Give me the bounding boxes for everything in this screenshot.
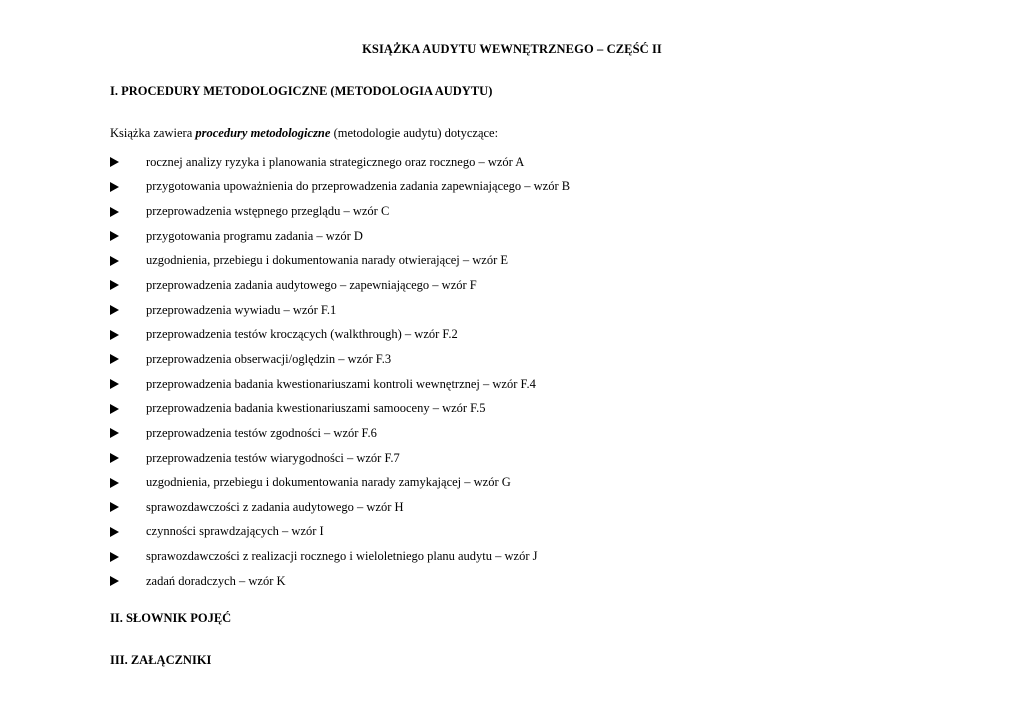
right-triangle-bullet-icon	[110, 453, 146, 464]
procedure-item-text: rocznej analizy ryzyka i planowania strategicznego oraz rocznego – wzór A	[146, 154, 525, 169]
procedure-item-text: przeprowadzenia testów wiarygodności – wzór F.7	[146, 450, 400, 465]
procedure-list-item	[110, 544, 570, 569]
section-heading-attachments: III. ZAŁĄCZNIKI	[110, 653, 212, 667]
intro-paragraph	[110, 126, 498, 141]
procedure-list-item	[110, 569, 570, 594]
procedure-list-item	[110, 446, 570, 471]
right-triangle-bullet-icon	[110, 157, 146, 168]
procedure-list-item	[110, 396, 570, 421]
procedure-item-text: przeprowadzenia wstępnego przeglądu – wzór C	[146, 204, 390, 219]
procedure-item-text: przeprowadzenia testów kroczących (walkthrough) – wzór F.2	[146, 327, 458, 342]
right-triangle-bullet-icon	[110, 280, 146, 291]
intro-text-end: (metodologie audytu) dotyczące:	[330, 126, 499, 140]
procedure-list-item	[110, 199, 570, 224]
procedure-list-item	[110, 520, 570, 545]
right-triangle-bullet-icon	[110, 428, 146, 439]
intro-text-start: Książka zawiera	[110, 126, 196, 140]
procedure-item-text: przygotowania programu zadania – wzór D	[146, 228, 363, 243]
section-heading-glossary: II. SŁOWNIK POJĘĆ	[110, 611, 232, 625]
procedure-list-item	[110, 495, 570, 520]
right-triangle-bullet-icon	[110, 576, 146, 587]
procedure-item-text: przeprowadzenia badania kwestionariuszami kontroli wewnętrznej – wzór F.4	[146, 376, 536, 391]
right-triangle-bullet-icon	[110, 502, 146, 513]
procedure-item-text: sprawozdawczości z zadania audytowego – wzór H	[146, 499, 404, 514]
right-triangle-bullet-icon	[110, 255, 146, 266]
section-heading-procedures: I. PROCEDURY METODOLOGICZNE (METODOLOGIA AUDYTU)	[110, 84, 493, 98]
procedure-list-item	[110, 298, 570, 323]
procedure-list-item	[110, 421, 570, 446]
procedure-list-item	[110, 372, 570, 397]
procedure-list-item	[110, 322, 570, 347]
right-triangle-bullet-icon	[110, 526, 146, 537]
procedure-item-text: przeprowadzenia obserwacji/oględzin – wzór F.3	[146, 351, 392, 366]
right-triangle-bullet-icon	[110, 403, 146, 414]
procedure-list-item	[110, 150, 570, 175]
document-title: KSIĄŻKA AUDYTU WEWNĘTRZNEGO – CZĘŚĆ II	[362, 42, 662, 56]
right-triangle-bullet-icon	[110, 354, 146, 365]
procedure-list-item	[110, 347, 570, 372]
intro-emphasis: procedury metodologiczne	[195, 126, 331, 140]
procedure-item-text: czynności sprawdzających – wzór I	[146, 524, 324, 539]
procedure-list-item	[110, 175, 570, 200]
right-triangle-bullet-icon	[110, 231, 146, 242]
right-triangle-bullet-icon	[110, 305, 146, 316]
procedure-item-text: przeprowadzenia testów zgodności – wzór F.6	[146, 425, 377, 440]
right-triangle-bullet-icon	[110, 477, 146, 488]
procedure-list-item	[110, 224, 570, 249]
procedure-item-text: zadań doradczych – wzór K	[146, 573, 286, 588]
right-triangle-bullet-icon	[110, 379, 146, 390]
procedure-item-text: uzgodnienia, przebiegu i dokumentowania narady otwierającej – wzór E	[146, 253, 509, 268]
right-triangle-bullet-icon	[110, 551, 146, 562]
procedure-item-text: przygotowania upoważnienia do przeprowadzenia zadania zapewniającego – wzór B	[146, 179, 571, 194]
procedure-list-item	[110, 273, 570, 298]
procedure-item-text: przeprowadzenia wywiadu – wzór F.1	[146, 302, 337, 317]
procedure-list-item	[110, 249, 570, 274]
procedure-list-item	[110, 470, 570, 495]
procedure-item-text: uzgodnienia, przebiegu i dokumentowania narady zamykającej – wzór G	[146, 475, 511, 490]
procedure-list	[110, 150, 570, 594]
right-triangle-bullet-icon	[110, 206, 146, 217]
procedure-item-text: przeprowadzenia badania kwestionariuszami samooceny – wzór F.5	[146, 401, 486, 416]
procedure-item-text: sprawozdawczości z realizacji rocznego i wieloletniego planu audytu – wzór J	[146, 549, 538, 564]
right-triangle-bullet-icon	[110, 181, 146, 192]
right-triangle-bullet-icon	[110, 329, 146, 340]
procedure-item-text: przeprowadzenia zadania audytowego – zapewniającego – wzór F	[146, 278, 477, 293]
